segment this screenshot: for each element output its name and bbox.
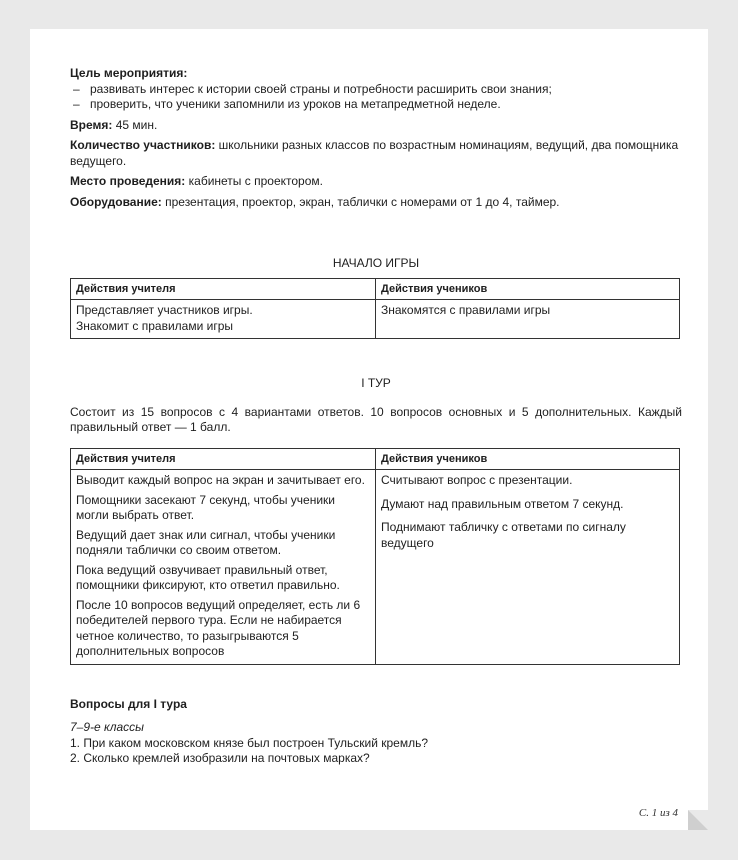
equipment-value: презентация, проектор, экран, таблички с номерами от 1 до 4, таймер. — [165, 194, 560, 209]
table-row — [71, 470, 680, 665]
page-content — [70, 66, 682, 767]
place-label: Место проведения: — [70, 174, 186, 188]
tour1-table — [70, 448, 680, 665]
equipment-label: Оборудование: — [70, 194, 162, 209]
col-students-header: Действия учеников — [376, 448, 680, 470]
page-number: С. 1 из 4 — [638, 807, 678, 819]
participants-label: Количество участников: — [70, 138, 216, 152]
students-actions-cell: Считывают вопрос с презентации. Думают над правильным ответом 7 секунд. Поднимают табличку с ответами по сигналу ведущего — [376, 470, 680, 665]
time-line — [70, 118, 682, 134]
table-header-row — [71, 448, 680, 470]
students-actions-cell: Знакомятся с правилами игры — [376, 300, 680, 339]
equipment-line — [70, 195, 682, 211]
col-teacher-header: Действия учителя — [71, 448, 376, 470]
goal-item: – проверить, что ученики запомнили из уроков на метапредметной неделе. — [73, 97, 501, 111]
start-title: НАЧАЛО ИГРЫ — [332, 256, 420, 270]
time-label: Время: — [70, 117, 113, 132]
teacher-actions-cell: Выводит каждый вопрос на экран и зачитывает его. Помощники засекают 7 секунд, чтобы ученики могли выбрать ответ. Ведущий дает знак или сигнал, чтобы ученики подняли таблички со своим ответом. Пока ведущий озвучивает правильный ответ, помощники фиксируют, кто ответил правильно. После 10 вопросов ведущий определяет, есть ли 6 победителей первого тура. Если не набирается четное количество, то разыгрываются 5 дополнительных вопросов — [71, 470, 376, 665]
goal-label: Цель мероприятия: — [70, 66, 188, 80]
goal-item: – развивать интерес к истории своей страны и потребности расширить свои знания; — [73, 81, 552, 96]
page-curl-corner — [688, 810, 708, 830]
questions-grades: 7–9-е классы — [70, 720, 144, 734]
document-page — [30, 29, 708, 830]
tour1-intro: Состоит из 15 вопросов с 4 вариантами ответов. 10 вопросов основных и 5 дополнительных. Каждый правильный ответ — 1 балл. — [70, 404, 682, 434]
dash-marker: – — [73, 81, 80, 96]
dash-marker: – — [73, 97, 80, 111]
col-students-header: Действия учеников — [376, 278, 680, 300]
goal-list — [70, 82, 682, 113]
col-teacher-header: Действия учителя — [71, 278, 376, 300]
question-item: 2. Сколько кремлей изобразили на почтовых марках? — [70, 751, 370, 765]
tour1-title: I ТУР — [361, 376, 391, 390]
teacher-actions-cell: Представляет участников игры. Знакомит с правилами игры — [71, 300, 376, 339]
participants-value: школьники разных классов по возрастным номинациям, ведущий, два помощника ведущего. — [70, 138, 679, 168]
time-value: 45 мин. — [115, 117, 158, 132]
question-item: 1. При каком московском князе был построен Тульский кремль? — [70, 735, 429, 750]
table-header-row — [71, 278, 680, 300]
place-value: кабинеты с проектором. — [188, 174, 323, 188]
questions-title: Вопросы для I тура — [70, 696, 187, 711]
start-table — [70, 278, 680, 340]
place-line — [70, 174, 682, 190]
table-row — [71, 300, 680, 339]
participants-line — [70, 138, 682, 169]
